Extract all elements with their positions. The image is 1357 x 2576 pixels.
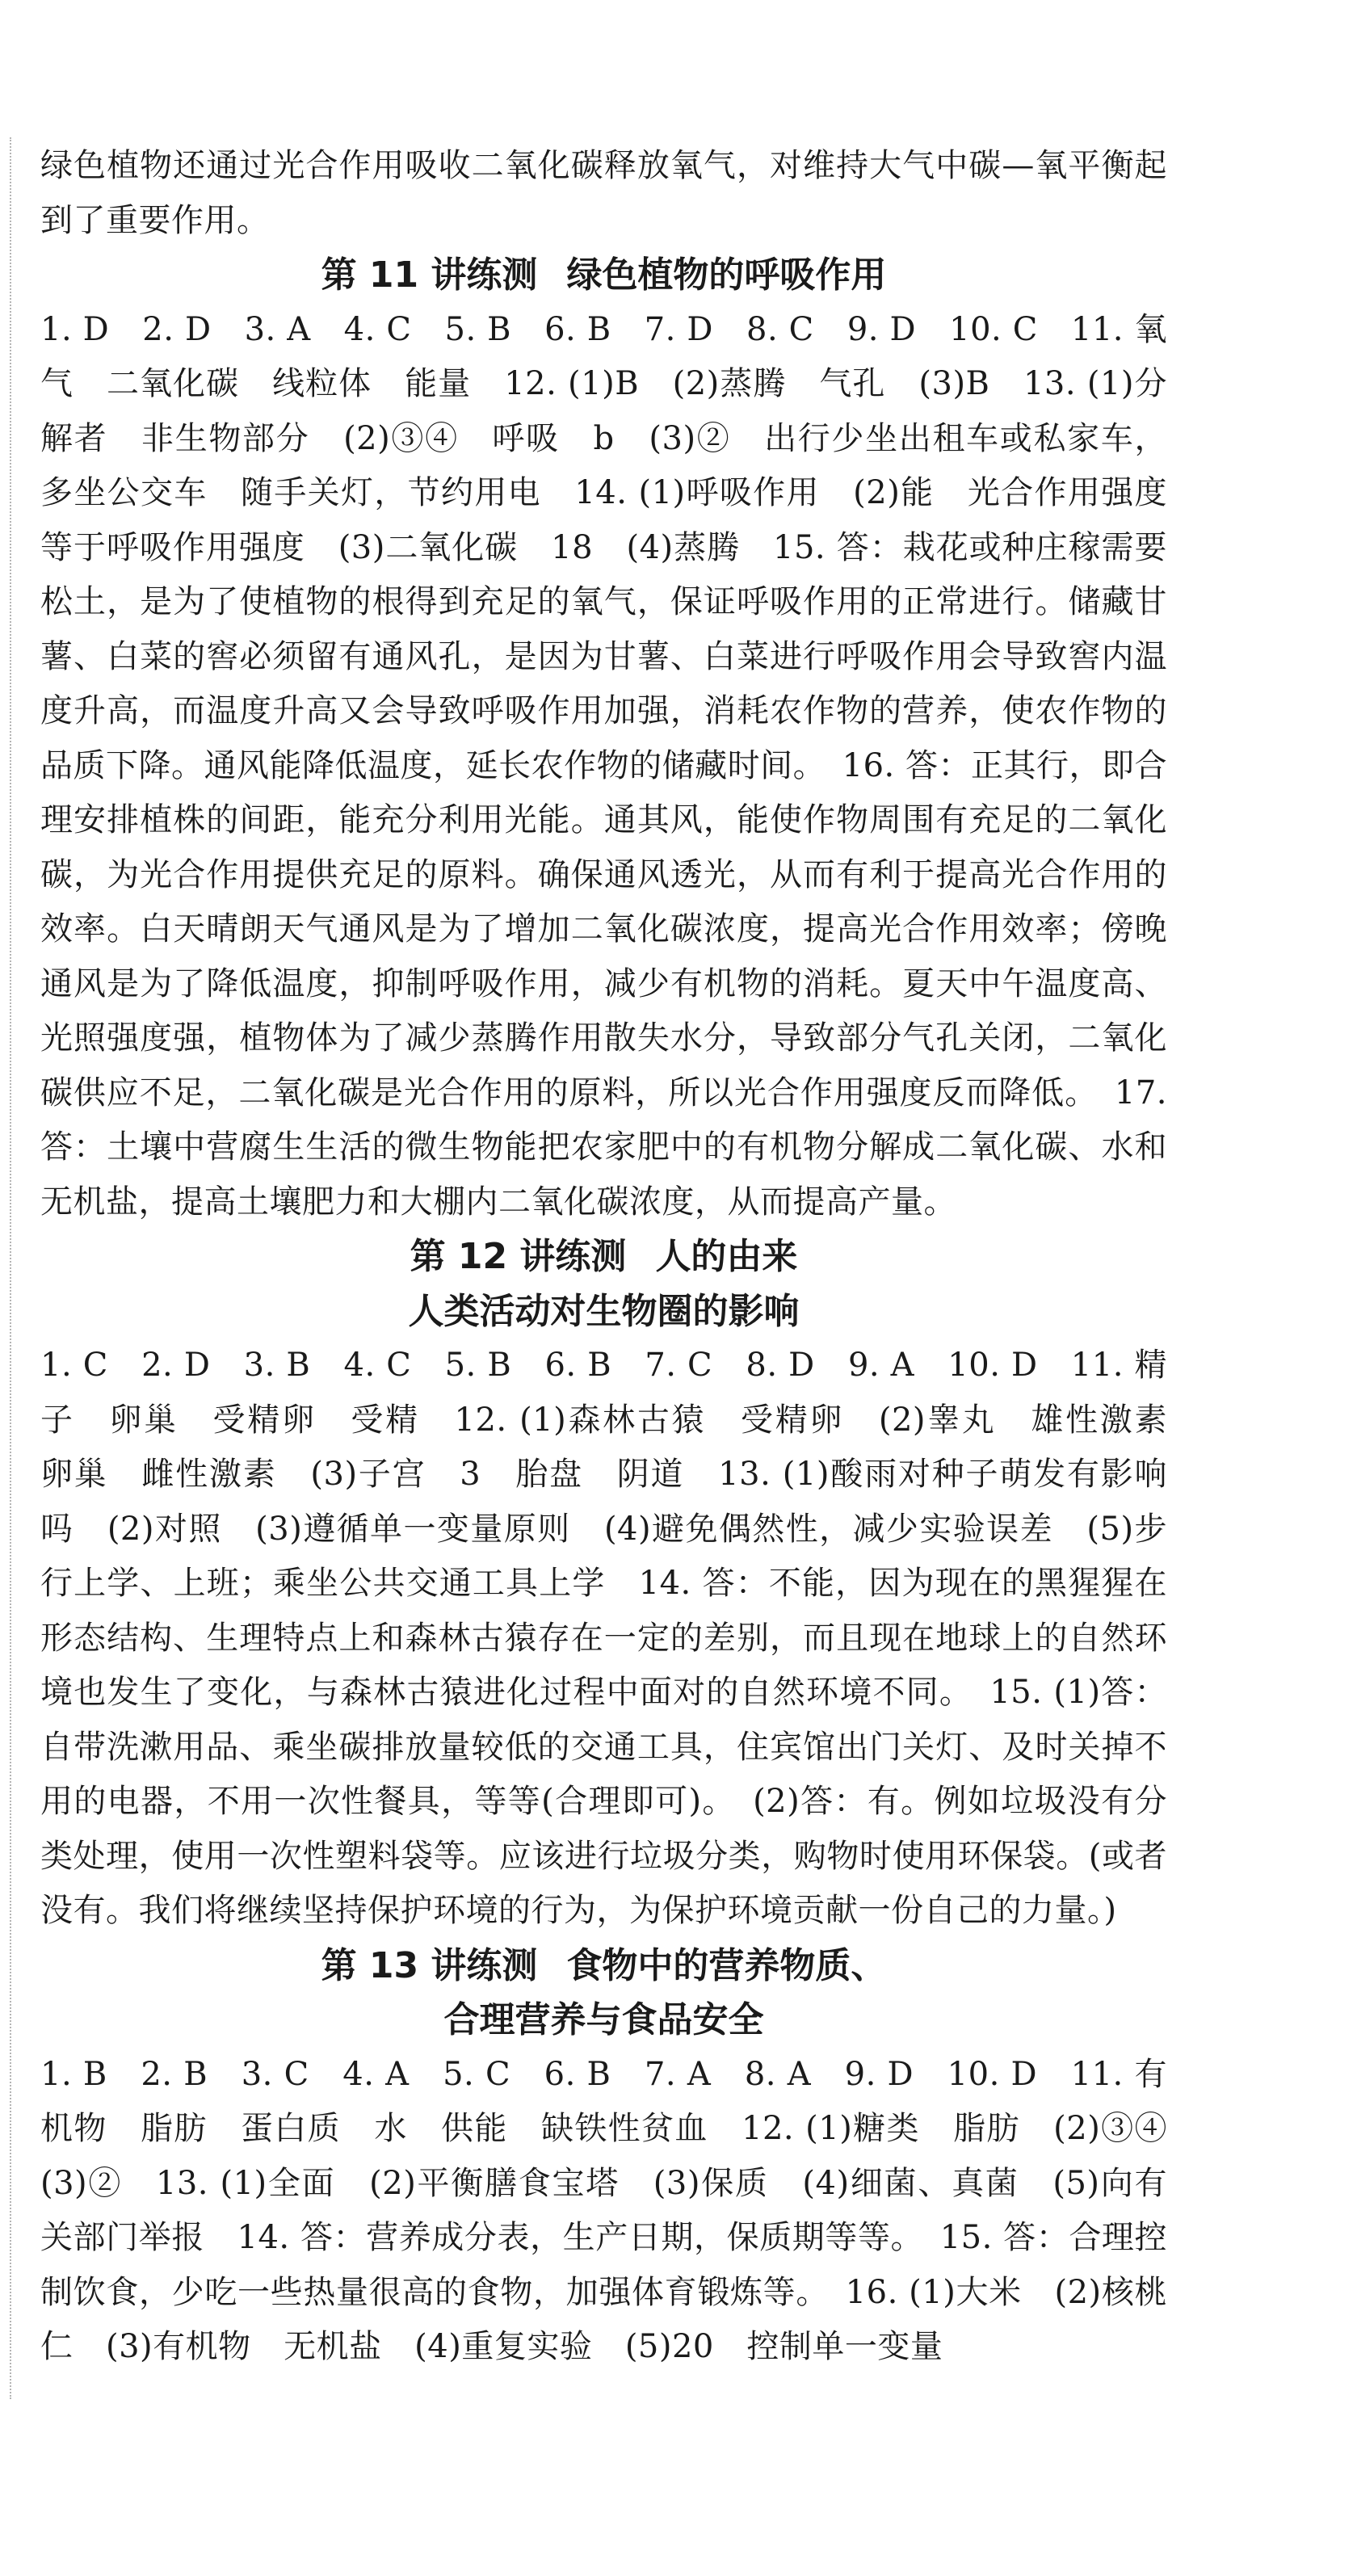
section-answers: 1. C 2. D 3. B 4. C 5. B 6. B 7. C 8. D 9. A 10. D 11. 精子 卵巢 受精卵 受精 12. (1)森林古猿 受精卵 (2)睾丸 雄性激素 卵巢 雌性激素 (3)子宫 3 胎盘 阴道 13. (1)酸雨对种子萌发有影响吗 (2)对照 (3)遵循单一变量原则 (4)避免偶然性，减少实验误差 (5)步行上学、上班；乘坐公共交通工具上学 14. 答：不能，因为现在的黑猩猩在形态结构、生理特点上和森林古猿存在一定的差别，而且现在地球上的自然环境也发生了变化，与森林古猿进化过程中面对的自然环境不同。 15. (1)答：自带洗漱用品、乘坐碳排放量较低的交通工具，住宾馆出门关灯、及时关掉不用的电器，不用一次性餐具，等等(合理即可)。 (2)答：有。例如垃圾没有分类处理，使用一次性塑料袋等。应该进行垃圾分类，购物时使用环保袋。(或者没有。我们将继续坚持保护环境的行为，为保护环境贡献一份自己的力量。)	[40, 1347, 1200, 1929]
section-title-line-2: 合理营养与食品安全	[443, 1999, 764, 2040]
section-number: 第 12 讲练测	[410, 1236, 627, 1277]
section-title: 绿色植物的呼吸作用	[566, 254, 887, 296]
section-number: 第 11 讲练测	[321, 254, 538, 296]
section-title: 人的由来	[655, 1236, 798, 1277]
section-title-line-2: 人类活动对生物圈的影响	[408, 1290, 800, 1332]
section-13	[40, 1939, 1200, 2375]
section-heading-11	[40, 248, 1167, 303]
answer-content	[40, 139, 1200, 2375]
section-heading-12	[40, 1229, 1167, 1338]
section-answers: 1. D 2. D 3. A 4. C 5. B 6. B 7. D 8. C 9. D 10. C 11. 氧气 二氧化碳 线粒体 能量 12. (1)B (2)蒸腾 气孔 (3)B 13. (1)分解者 非生物部分 (2)③④ 呼吸 b (3)② 出行少坐出租车或私家车，多坐公交车 随手关灯，节约用电 14. (1)呼吸作用 (2)能 光合作用强度等于呼吸作用强度 (3)二氧化碳 18 (4)蒸腾 15. 答：栽花或种庄稼需要松土，是为了使植物的根得到充足的氧气，保证呼吸作用的正常进行。储藏甘薯、白菜的窖必须留有通风孔，是因为甘薯、白菜进行呼吸作用会导致窖内温度升高，而温度升高又会导致呼吸作用加强，消耗农作物的营养，使农作物的品质下降。通风能降低温度，延长农作物的储藏时间。 16. 答：正其行，即合理安排植株的间距，能充分利用光能。通其风，能使作物周围有充足的二氧化碳，为光合作用提供充足的原料。确保通风透光，从而有利于提高光合作用的效率。白天晴朗天气通风是为了增加二氧化碳浓度，提高光合作用效率；傍晚通风是为了降低温度，抑制呼吸作用，减少有机物的消耗。夏天中午温度高、光照强度强，植物体为了减少蒸腾作用散失水分，导致部分气孔关闭，二氧化碳供应不足，二氧化碳是光合作用的原料，所以光合作用强度反而降低。 17. 答：土壤中营腐生生活的微生物能把农家肥中的有机物分解成二氧化碳、水和无机盐，提高土壤肥力和大棚内二氧化碳浓度，从而提高产量。	[40, 310, 1167, 1221]
section-heading-13	[40, 1939, 1167, 2048]
section-heading-line-1	[40, 1229, 1167, 1284]
section-title: 食物中的营养物质、	[566, 1944, 887, 1986]
section-number: 第 13 讲练测	[321, 1944, 538, 1986]
section-11	[40, 248, 1167, 1229]
section-heading-line-1	[40, 1939, 1167, 1994]
intro-paragraph: 绿色植物还通过光合作用吸收二氧化碳释放氧气，对维持大气中碳—氧平衡起到了重要作用。	[40, 147, 1167, 239]
section-12	[40, 1229, 1200, 1939]
binding-fold-line	[10, 137, 11, 2399]
section-answers: 1. B 2. B 3. C 4. A 5. C 6. B 7. A 8. A 9. D 10. D 11. 有机物 脂肪 蛋白质 水 供能 缺铁性贫血 12. (1)糖类 脂肪 (2)③④ (3)② 13. (1)全面 (2)平衡膳食宝塔 (3)保质 (4)细菌、真菌 (5)向有关部门举报 14. 答：营养成分表，生产日期，保质期等等。 15. 答：合理控制饮食，少吃一些热量很高的食物，加强体育锻炼等。 16. (1)大米 (2)核桃仁 (3)有机物 无机盐 (4)重复实验 (5)20 控制单一变量	[40, 2055, 1200, 2365]
